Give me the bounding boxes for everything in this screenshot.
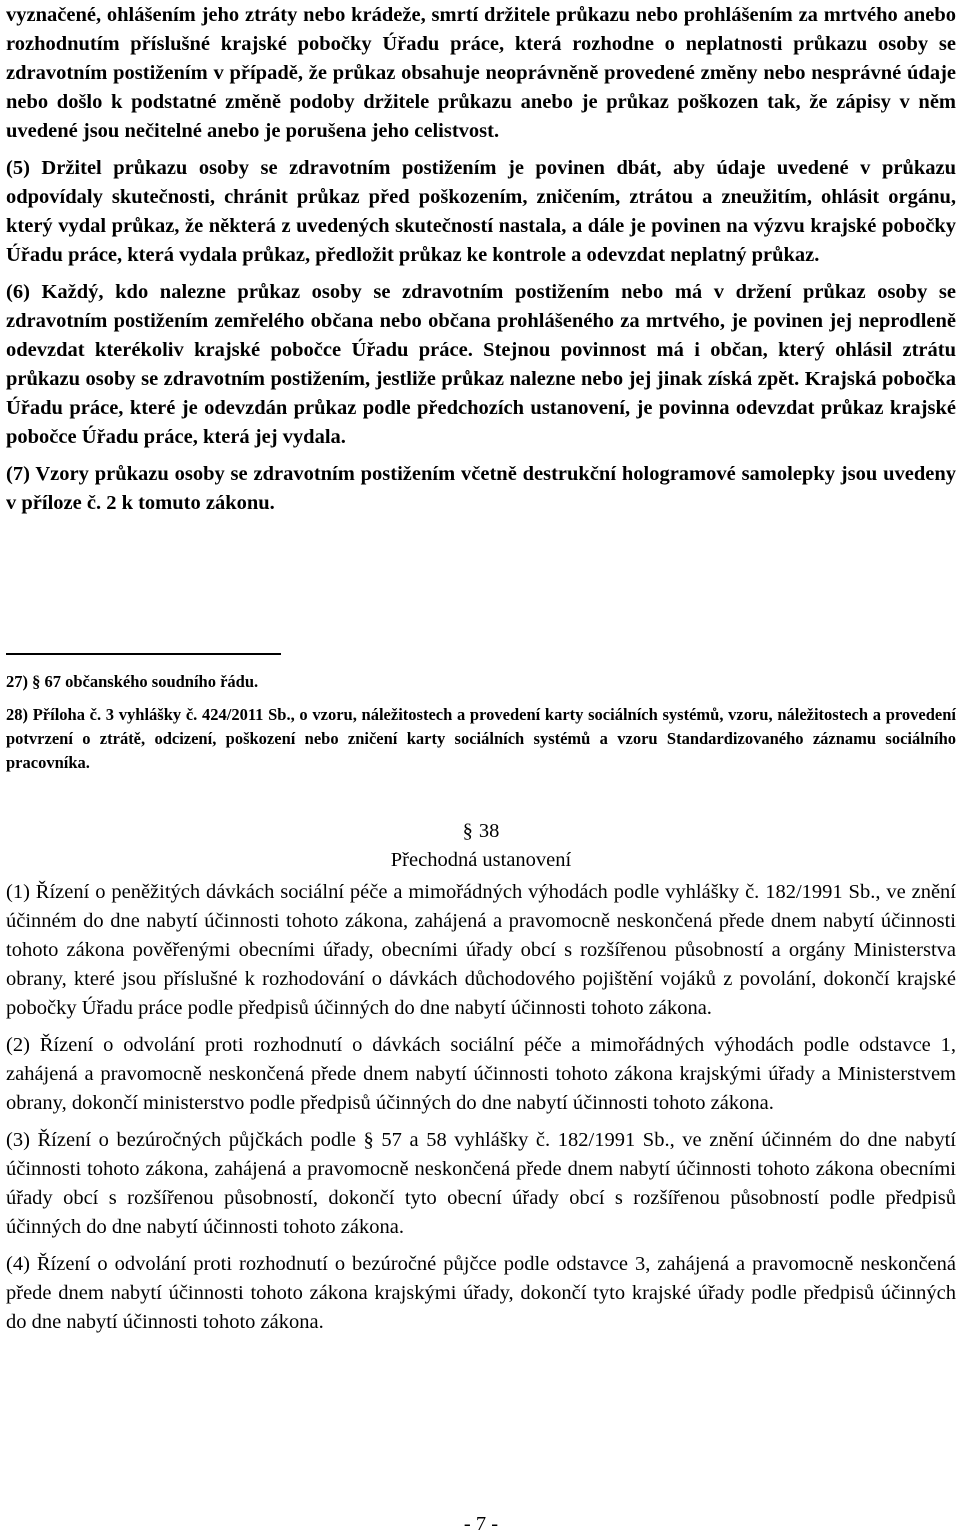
transitional-paragraph-3: (3) Řízení o bezúročných půjčkách podle § 57 a 58 vyhlášky č. 182/1991 Sb., ve znění účinném do dne nabytí účinnosti tohoto zákona, zahájená a pravomocně neskončená přede dnem nabytí účinnosti tohoto zákona obecními úřady obcí s rozšířenou působností, dokončí tyto obecní úřady obcí s rozšířenou působností podle předpisů účinných do dne nabytí účinnosti tohoto zákona.: [6, 1129, 956, 1238]
paragraph-7: (7) Vzory průkazu osoby se zdravotním postižením včetně destrukční hologramové samolepky jsou uvedeny v příloze č. 2 k tomuto zákonu.: [6, 463, 956, 514]
footnote-separator: [6, 653, 281, 655]
transitional-paragraph-4: (4) Řízení o odvolání proti rozhodnutí o bezúročné půjčce podle odstavce 3, zahájená a pravomocně neskončená přede dnem nabytí účinnosti tohoto zákona krajskými úřady, dokončí tyto krajské úřady podle předpisů účinných do dne nabytí účinnosti tohoto zákona.: [6, 1253, 956, 1333]
section-symbol: §: [462, 820, 473, 842]
paragraph-continuation: vyznačené, ohlášením jeho ztráty nebo krádeže, smrtí držitele průkazu nebo prohlášením za mrtvého anebo rozhodnutím příslušné krajské pobočky Úřadu práce, která rozhodne o neplatnosti průkazu osoby se zdravotním postižením v případě, že průkaz obsahuje neoprávněně provedené změny nebo nesprávné údaje nebo došlo k podstatné změně podoby držitele průkazu anebo je průkaz poškozen tak, že zápisy v něm uvedené jsou nečitelné anebo je porušena jeho celistvost.: [6, 4, 956, 142]
transitional-paragraph-2: (2) Řízení o odvolání proti rozhodnutí o dávkách sociální péče a mimořádných výhodách podle odstavce 1, zahájená a pravomocně neskončená přede dnem nabytí účinnosti tohoto zákona krajskými úřady a Ministerstvem obrany, dokončí ministerstvo podle předpisů účinných do dne nabytí účinnosti tohoto zákona.: [6, 1034, 956, 1114]
transitional-paragraph-1: (1) Řízení o peněžitých dávkách sociální péče a mimořádných výhodách podle vyhlášky č. 182/1991 Sb., ve znění účinném do dne nabytí účinnosti tohoto zákona, zahájená a pravomocně neskončená přede dnem nabytí účinnosti tohoto zákona pověřenými obecními úřady, obecními úřady obcí s rozšířenou působností a orgány Ministerstva obrany, které jsou příslušné k rozhodování o dávkách důchodového pojištění vojáků z povolání, dokončí krajské pobočky Úřadu práce podle předpisů účinných do dne nabytí účinnosti tohoto zákona.: [6, 881, 956, 1019]
section-title: Přechodná ustanovení: [390, 849, 572, 871]
paragraph-6: (6) Každý, kdo nalezne průkaz osoby se zdravotním postižením nebo má v držení průkaz osoby se zdravotním postižením zemřelého občana nebo občana prohlášeného za mrtvého, je povinen jej neprodleně odevzdat kterékoliv krajské pobočce Úřadu práce. Stejnou povinnost má i občan, který ohlásil ztrátu průkazu osoby se zdravotním postižením, jestliže průkaz nalezne nebo jej jinak získá zpět. Krajská pobočka Úřadu práce, které je odevzdán průkaz podle předchozích ustanovení, je povinna odevzdat průkaz krajské pobočce Úřadu práce, která jej vydala.: [6, 281, 956, 448]
page-number: - 7 -: [463, 1513, 499, 1535]
section-number: 38: [478, 820, 500, 842]
document-page: [6, 0, 956, 1537]
footnote-28: 28) Příloha č. 3 vyhlášky č. 424/2011 Sb., o vzoru, náležitostech a provedení karty sociálních systémů, vzoru, náležitostech a provedení potvrzení o ztrátě, odcizení, poškození nebo zničení karty sociálních systémů a vzoru Standardizovaného záznamu sociálního pracovníka.: [6, 705, 956, 772]
footnote-27: 27) § 67 občanského soudního řádu.: [6, 672, 259, 691]
footnotes: [6, 670, 956, 775]
body-text-bold: [6, 1, 956, 518]
paragraph-5: (5) Držitel průkazu osoby se zdravotním postižením je povinen dbát, aby údaje uvedené v průkazu odpovídaly skutečnosti, chránit průkaz před poškozením, zničením, ztrátou a zneužitím, ohlásit orgánu, který vydal průkaz, že některá z uvedených skutečností nastala, a dále je povinen na výzvu krajské pobočky Úřadu práce, která vydala průkaz, předložit průkaz ke kontrole a odevzdat neplatný průkaz.: [6, 157, 956, 266]
section-number-line: [6, 817, 956, 846]
body-text-regular: [6, 878, 956, 1337]
section-heading: [6, 817, 956, 875]
